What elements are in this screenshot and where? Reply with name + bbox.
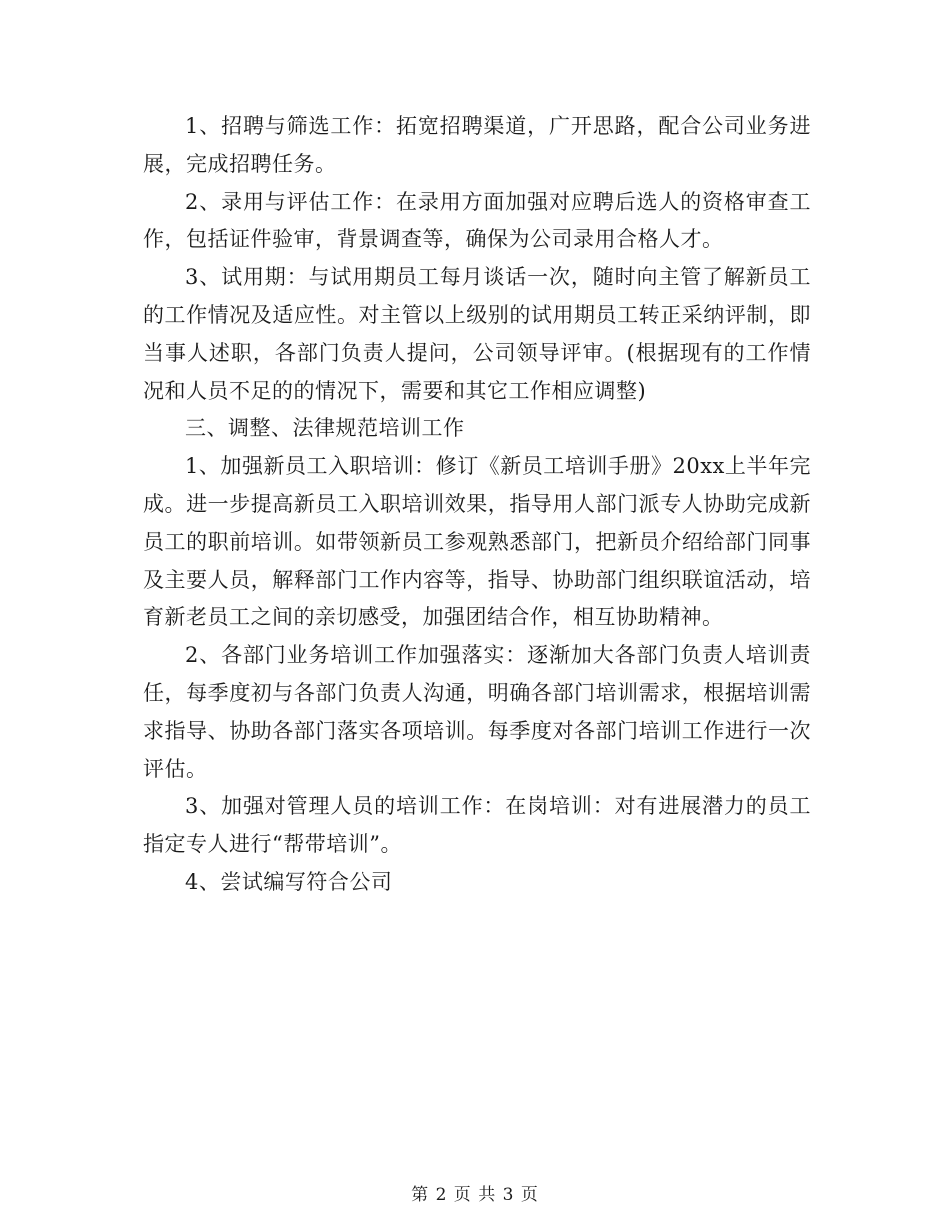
paragraph-management-training: 3、加强对管理人员的培训工作：在岗培训：对有进展潜力的员工指定专人进行“帮带培训”。 <box>143 794 811 857</box>
paragraph-hiring-evaluation: 2、录用与评估工作：在录用方面加强对应聘后选人的资格审查工作，包括证件验审，背景调查等，确保为公司录用合格人才。 <box>143 189 811 252</box>
paragraph-department-training: 2、各部门业务培训工作加强落实：逐渐加大各部门负责人培训责任，每季度初与各部门负责人沟通，明确各部门培训需求，根据培训需求指导、协助各部门落实各项培训。每季度对各部门培训工作进行一次评估。 <box>143 643 811 781</box>
section-heading-training: 三、调整、法律规范培训工作 <box>185 416 465 441</box>
page-number-footer: 第 2 页 共 3 页 <box>411 1185 539 1205</box>
paragraph-company-manual: 4、尝试编写符合公司 <box>185 869 393 894</box>
document-body <box>143 108 811 902</box>
paragraph-new-employee-training: 1、加强新员工入职培训：修订《新员工培训手册》20xx上半年完成。进一步提高新员工入职培训效果，指导用人部门派专人协助完成新员工的职前培训。如带领新员工参观熟悉部门，把新员介绍给部门同事及主要人员，解释部门工作内容等，指导、协助部门组织联谊活动，培育新老员工之间的亲切感受，加强团结合作，相互协助精神。 <box>143 454 811 630</box>
paragraph-probation: 3、试用期：与试用期员工每月谈话一次，随时向主管了解新员工的工作情况及适应性。对主管以上级别的试用期员工转正采纳评制，即当事人述职，各部门负责人提问，公司领导评审。(根据现有的工作情况和人员不足的的情况下，需要和其它工作相应调整) <box>143 265 811 403</box>
paragraph-recruitment: 1、招聘与筛选工作：拓宽招聘渠道，广开思路，配合公司业务进展，完成招聘任务。 <box>143 114 811 176</box>
